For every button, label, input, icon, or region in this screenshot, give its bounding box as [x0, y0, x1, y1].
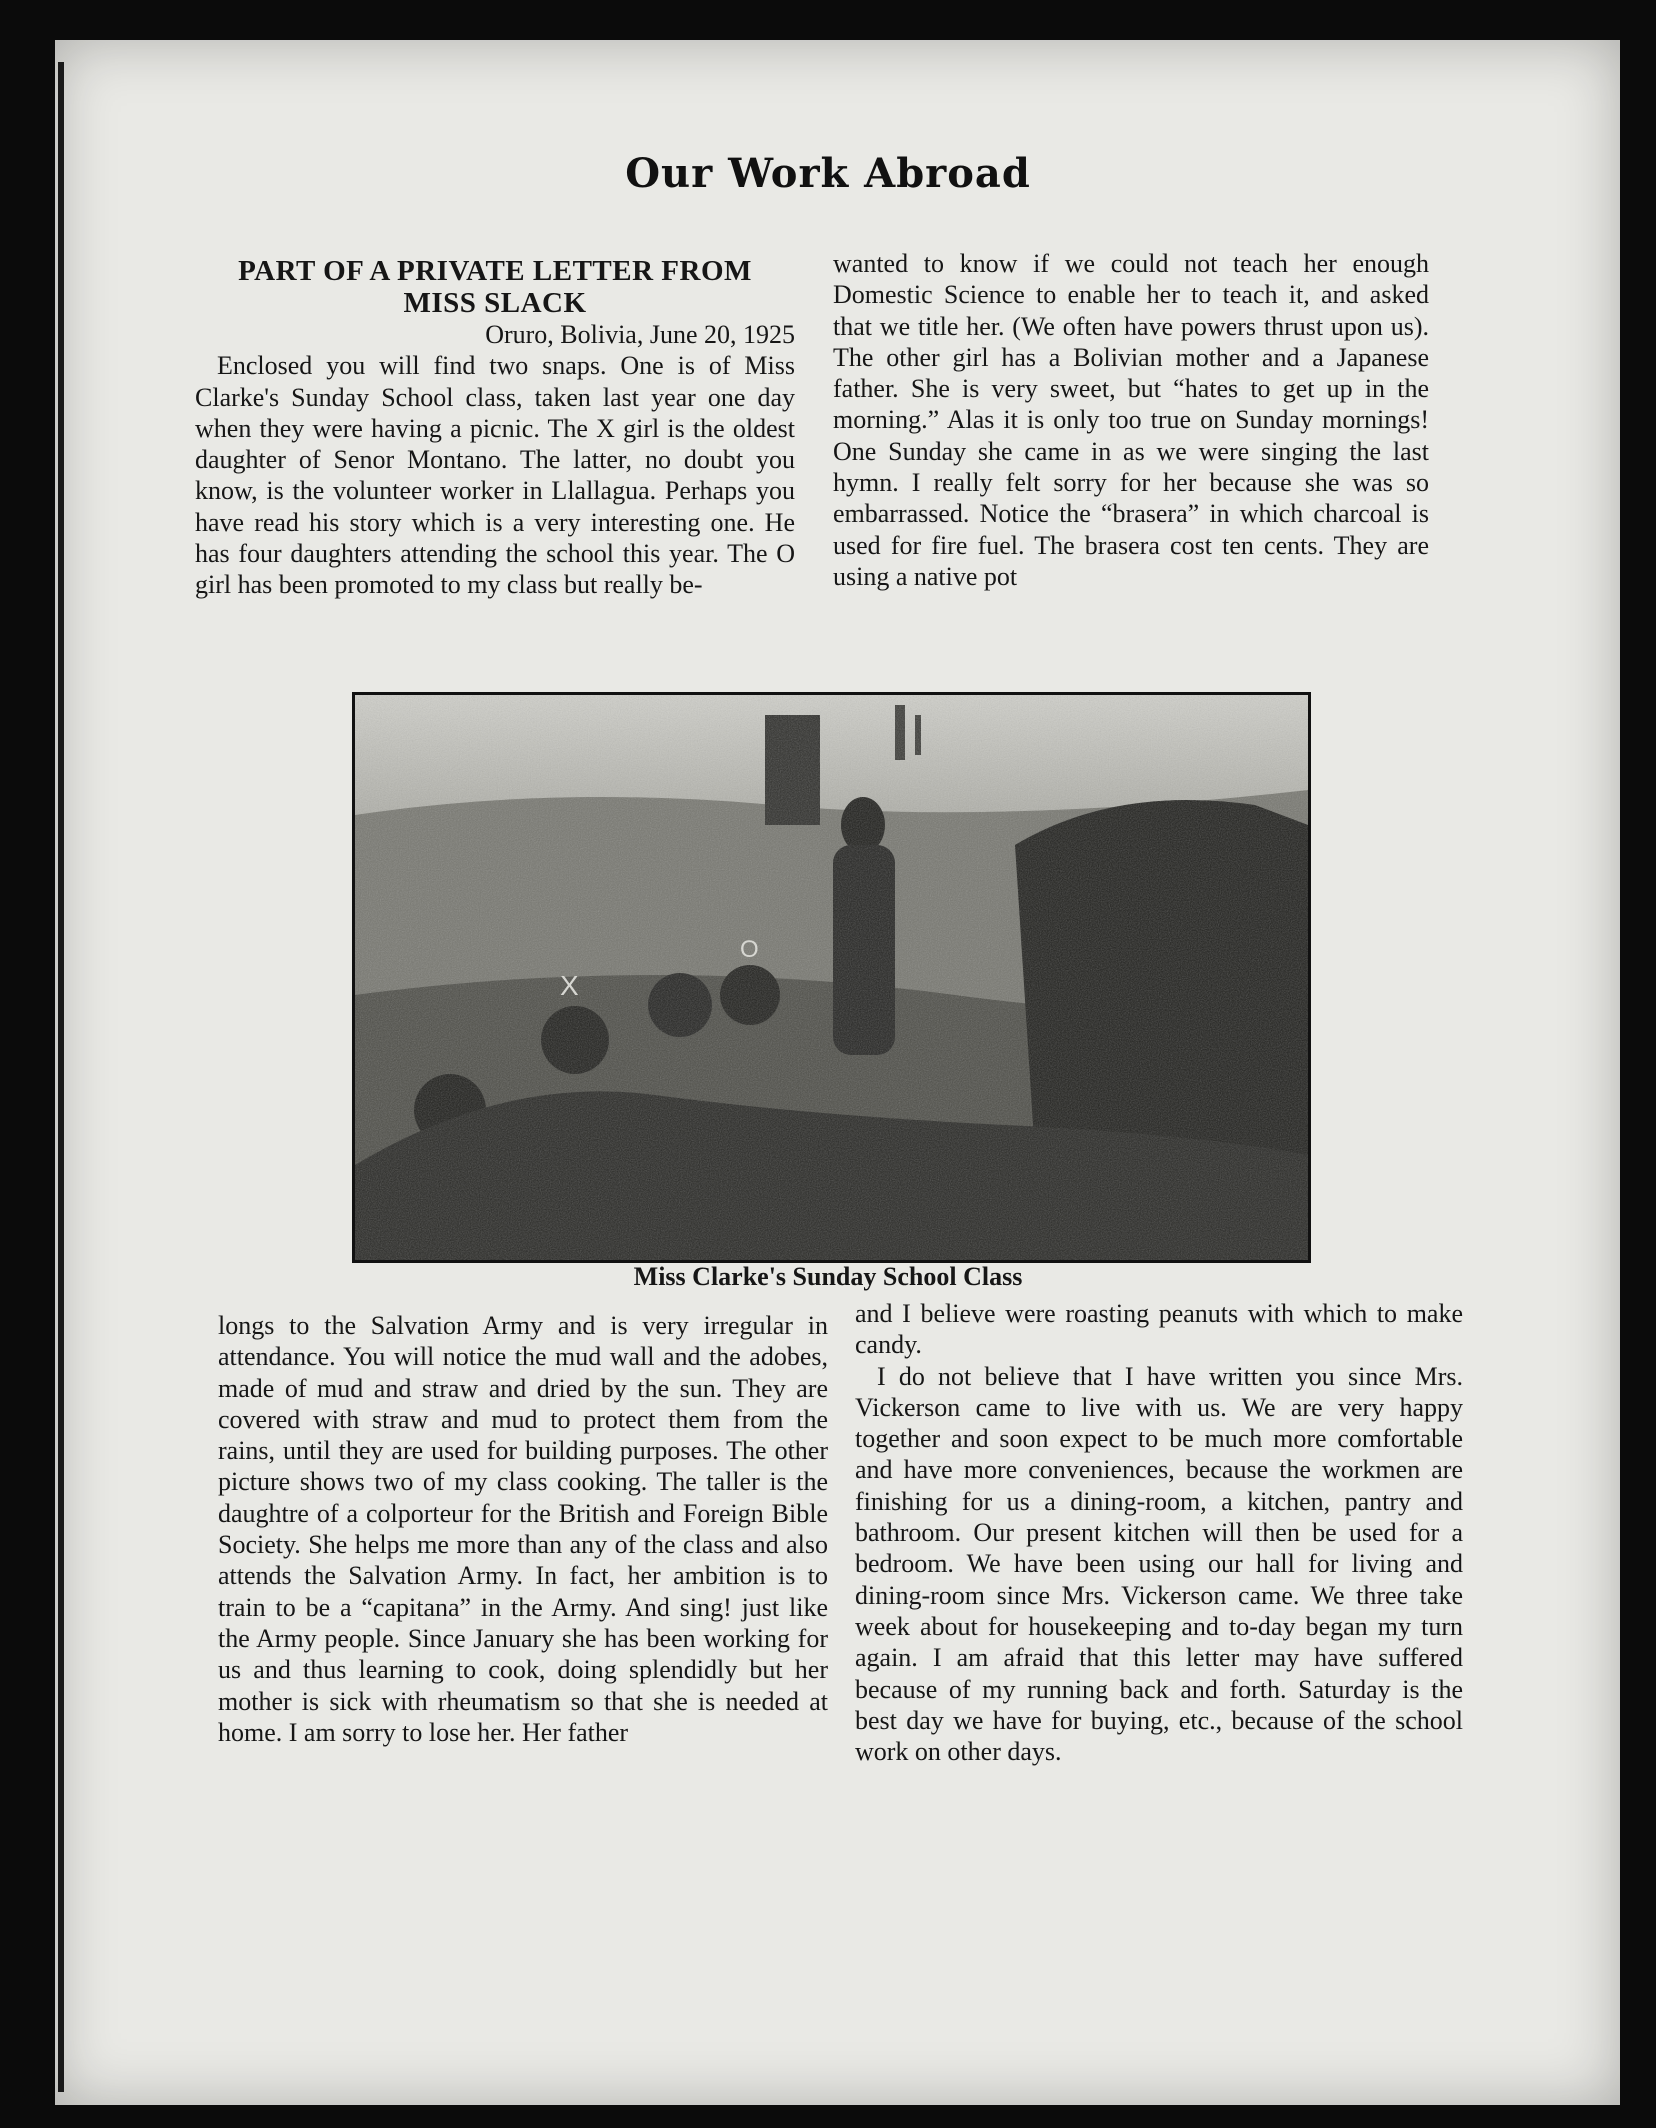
article-column-top-left — [195, 255, 795, 601]
article-heading-line-2: MISS SLACK — [403, 287, 587, 319]
page-title: Our Work Abroad — [625, 150, 1031, 197]
article-heading — [195, 255, 795, 319]
paragraph-col2-bottom-2: I do not believe that I have written you since Mrs. Vickerson came to live with us. We are very happy together and soon expect to be much more comfortable and have more conveniences, because the workmen are finishing for us a dining-room, a kitchen, pantry and bathroom. Our present kitchen will then be used for a bedroom. We have been using our hall for living and dining-room since Mrs. Vickerson came. We three take week about for housekeeping and to-day began my turn again. I am afraid that this letter may have suffered because of my running back and forth. Saturday is the best day we have for buying, etc., because of the school work on other days. — [855, 1361, 1463, 1767]
photo-illustration — [355, 695, 1308, 1260]
article-column-top-right — [833, 248, 1429, 592]
paragraph-col2-top: wanted to know if we could not teach her enough Domestic Science to enable her to teach it, and asked that we title her. (We often have powers thrust upon us). The other girl has a Bolivian mother and a Japanese father. She is very sweet, but “hates to get up in the morning.” Alas it is only too true on Sunday mornings! One Sunday she came in as we were singing the last hymn. I really felt sorry for her because she was so embarrassed. Notice the “brasera” in which charcoal is used for fire fuel. The brasera cost ten cents. They are using a native pot — [833, 249, 1429, 591]
paragraph-col1-bottom: longs to the Salvation Army and is very irregular in attendance. You will notice the mud wall and the adobes, made of mud and straw and dried by the sun. They are covered with straw and mud to protect them from the rains, until they are used for building purposes. The other picture shows two of my class cooking. The taller is the daughtre of a colporteur for the British and Foreign Bible Society. She helps me more than any of the class and also attends the Salvation Army. In fact, her ambition is to train to be a “capitana” in the Army. And sing! just like the Army people. Since January she has been working for us and thus learning to cook, doing splendidly but her mother is sick with rheumatism so that she is needed at home. I am sorry to lose her. Her father — [218, 1311, 828, 1747]
photo-sunday-school-class — [352, 692, 1311, 1263]
photo-caption: Miss Clarke's Sunday School Class — [633, 1262, 1023, 1291]
article-column-bottom-right — [855, 1298, 1463, 1767]
dateline: Oruro, Bolivia, June 20, 1925 — [485, 320, 795, 349]
article-heading-line-1: PART OF A PRIVATE LETTER FROM — [238, 255, 752, 287]
article-column-bottom-left — [218, 1310, 828, 1748]
paragraph-col1-top: Enclosed you will find two snaps. One is of Miss Clarke's Sunday School class, taken last year one day when they were having a picnic. The X girl is the oldest daughter of Senor Montano. The latter, no doubt you know, is the volunteer worker in Llallagua. Perhaps you have read his story which is a very interesting one. He has four daughters attending the school this year. The O girl has been promoted to my class but really be- — [195, 351, 795, 600]
paragraph-col2-bottom-1: and I believe were roasting peanuts with which to make candy. — [855, 1299, 1463, 1360]
binding-edge — [58, 62, 64, 2092]
